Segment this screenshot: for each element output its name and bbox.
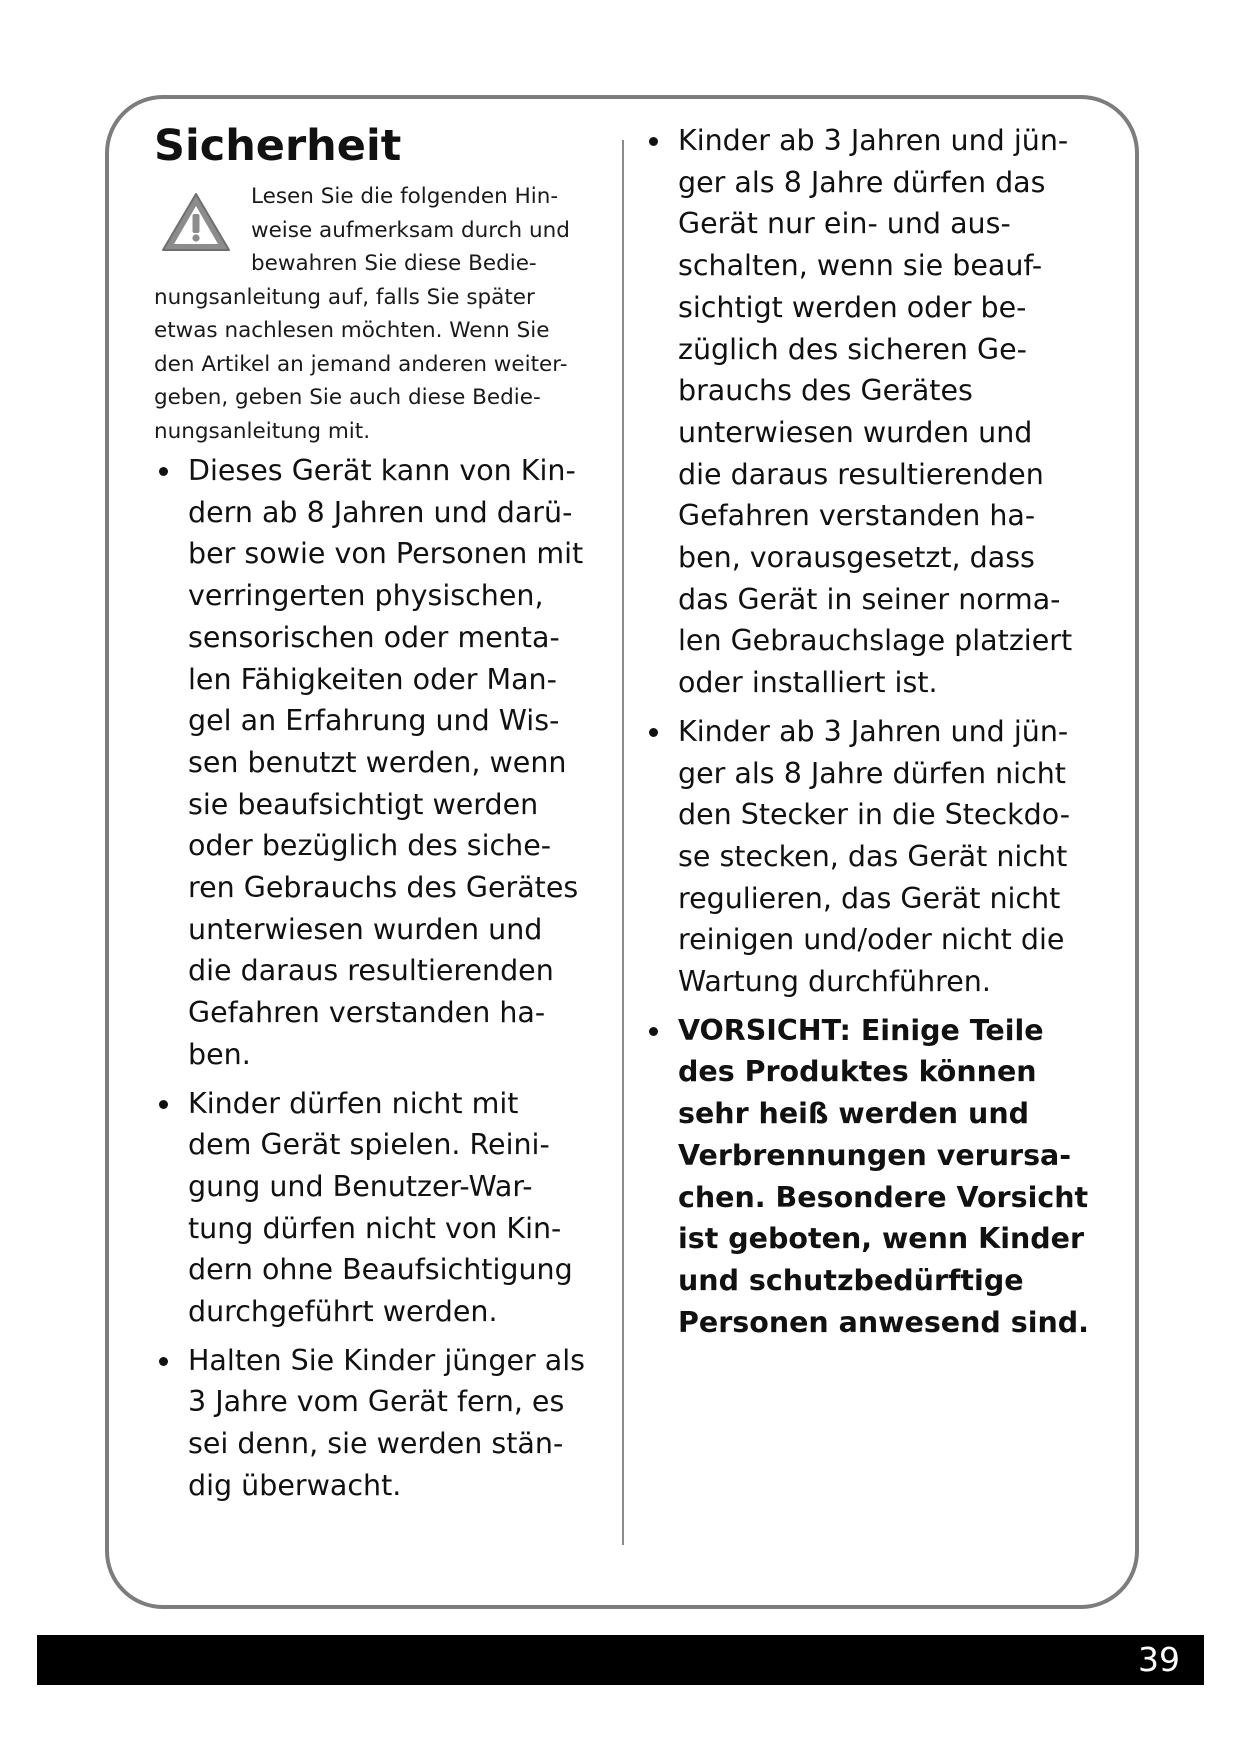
bullet-line: VORSICHT: Einige Teile [678,1013,1044,1047]
bullet-line: Kinder ab 3 Jahren und jün- [678,714,1069,748]
intro-line: weise aufmerksam durch und [251,217,570,243]
footer-bar [37,1635,1204,1685]
bullet-line: Dieses Gerät kann von Kin- [188,454,576,487]
bullet-line: sensorischen oder menta- [188,620,560,654]
intro-line: den Artikel an jemand anderen weiter- [154,351,568,377]
bullet-line: Gefahren verstanden ha- [188,996,546,1030]
bullet-line: züglich des sicheren Ge- [678,332,1027,366]
bullet-line: Gerät nur ein- und aus- [678,207,1011,241]
bullet-item-children-plug [644,711,1094,1003]
bullet-line: ber sowie von Personen mit [188,537,584,571]
bullet-line: 3 Jahre vom Gerät fern, es [188,1385,565,1419]
bullet-line: ger als 8 Jahre dürfen nicht [678,756,1066,790]
bullet-line: verringerten physischen, [188,579,544,613]
bullet-dot-icon [649,1027,658,1036]
left-bullet-list [154,450,594,1514]
bullet-line: sichtigt werden oder be- [678,290,1027,324]
bullet-dot-icon [159,467,168,476]
bullet-line: dem Gerät spielen. Reini- [188,1128,550,1162]
intro-line: bewahren Sie diese Bedie- [251,251,537,276]
intro-line: etwas nachlesen möchten. Wenn Sie [154,318,550,343]
bullet-line: len Gebrauchslage platziert [678,624,1073,658]
bullet-line: ist geboten, wenn Kinder [678,1222,1085,1256]
page-title: Sicherheit [154,121,402,171]
bullet-line: durchgeführt werden. [188,1295,498,1329]
bullet-line: Halten Sie Kinder jünger als [188,1343,585,1377]
bullet-line: Gefahren verstanden ha- [678,499,1036,533]
bullet-line: Wartung durchführen. [678,965,991,999]
bullet-line: brauchs des Gerätes [678,374,973,408]
bullet-line: dern ohne Beaufsichtigung [188,1253,573,1287]
bullet-line: oder bezüglich des siche- [188,829,552,863]
bullet-item-keep-children-away [154,1340,594,1507]
right-bullet-list [644,120,1094,1350]
bullet-line: sei denn, sie werden stän- [188,1427,564,1461]
bullet-line: den Stecker in die Steckdo- [678,798,1070,832]
intro-line: nungsanleitung mit. [154,418,371,444]
bullet-line: regulieren, das Gerät nicht [678,881,1061,915]
bullet-line: ben, vorausgesetzt, dass [678,541,1035,575]
bullet-dot-icon [159,1100,168,1109]
bullet-dot-icon [649,728,658,737]
bullet-item-children-play [154,1083,594,1333]
page-number: 39 [1138,1640,1180,1679]
bullet-line: die daraus resultierenden [188,954,554,988]
column-divider [622,140,624,1545]
bullet-line: ben. [188,1037,251,1071]
bullet-line: unterwiesen wurden und [188,912,543,946]
bullet-line: die daraus resultierenden [678,457,1044,491]
bullet-line: unterwiesen wurden und [678,415,1033,449]
bullet-line: schalten, wenn sie beauf- [678,249,1043,283]
bullet-line: ger als 8 Jahre dürfen das [678,165,1046,199]
bullet-line: gung und Benutzer-War- [188,1169,533,1203]
bullet-line: gel an Erfahrung und Wis- [188,704,560,738]
bullet-line: sie beaufsichtigt werden [188,787,539,821]
bullet-line: dig überwacht. [188,1468,402,1502]
bullet-line: dern ab 8 Jahren und darü- [188,495,573,529]
bullet-line: sen benutzt werden, wenn [188,745,567,779]
bullet-line: Kinder dürfen nicht mit [188,1086,519,1120]
bullet-line: oder installiert ist. [678,666,938,700]
bullet-item-caution-hot [644,1010,1094,1344]
bullet-line: Verbrennungen verursa- [678,1138,1072,1172]
bullet-item-children-switch-on-off [644,120,1094,704]
bullet-line: Kinder ab 3 Jahren und jün- [678,124,1069,157]
bullet-line: reinigen und/oder nicht die [678,923,1065,957]
bullet-line: ren Gebrauchs des Gerätes [188,871,579,905]
intro-line: nungsanleitung auf, falls Sie später [154,284,535,310]
bullet-dot-icon [649,137,658,146]
bullet-line: chen. Besondere Vorsicht [678,1180,1089,1214]
bullet-line: das Gerät in seiner norma- [678,582,1061,616]
bullet-line: len Fähigkeiten oder Man- [188,662,557,696]
bullet-line: tung dürfen nicht von Kin- [188,1211,562,1245]
intro-line: geben, geben Sie auch diese Bedie- [154,385,541,410]
bullet-line: Personen anwesend sind. [678,1305,1089,1339]
bullet-dot-icon [159,1357,168,1366]
bullet-item-children-usage [154,450,594,1076]
bullet-line: und schutzbedürftige [678,1263,1024,1297]
bullet-line: sehr heiß werden und [678,1097,1030,1131]
bullet-line: se stecken, das Gerät nicht [678,839,1068,873]
intro-line: Lesen Sie die folgenden Hin- [251,184,559,209]
intro-paragraph [154,180,594,448]
bullet-line: des Produktes können [678,1055,1037,1089]
